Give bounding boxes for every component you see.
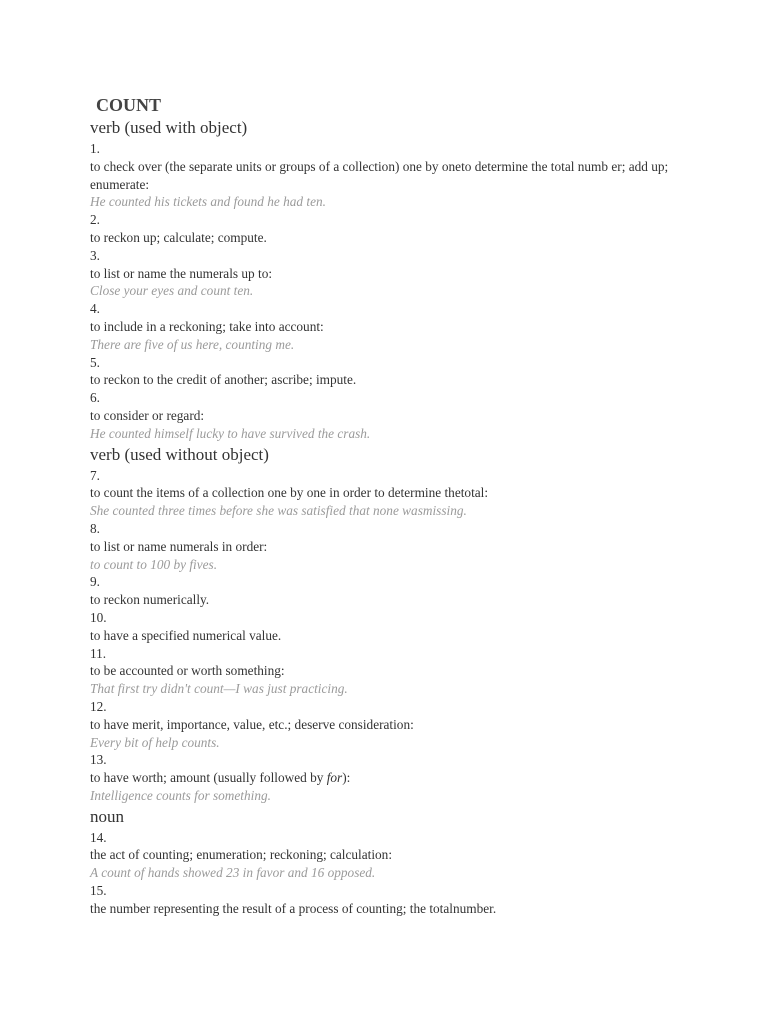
- headword: COUNT: [96, 95, 162, 115]
- sense-definition: [90, 538, 690, 556]
- sense-entry: [90, 389, 690, 442]
- sense-entry: [90, 609, 690, 645]
- usage-example: That first try didn't count—I was just practicing.: [90, 681, 348, 697]
- usage-example: He counted himself lucky to have survived the crash.: [90, 425, 371, 441]
- sense-entry: [90, 829, 690, 882]
- sense-definition: [90, 229, 690, 247]
- usage-example: Close your eyes and count ten.: [90, 283, 254, 299]
- definition-text: to include in a reckoning; take into account:: [90, 318, 324, 334]
- definition-text: to be accounted or worth something:: [90, 663, 285, 679]
- sense-number: 2.: [90, 212, 100, 228]
- definition-text: to have a specified numerical value.: [90, 627, 282, 643]
- sense-number: 5.: [90, 354, 100, 370]
- definition-text: to have worth; amount (usually followed by: [90, 770, 327, 786]
- sense-entry: [90, 300, 690, 353]
- sense-entry: [90, 140, 690, 211]
- definition-text: to reckon to the credit of another; ascribe; impute.: [90, 372, 357, 388]
- sense-number: 12.: [90, 698, 107, 714]
- sense-number: 15.: [90, 883, 107, 899]
- definition-text: to reckon up; calculate; compute.: [90, 229, 267, 245]
- definition-text: to list or name numerals in order:: [90, 538, 268, 554]
- sense-definition: [90, 627, 690, 645]
- sense-entry: [90, 645, 690, 698]
- sense-sections: [90, 116, 690, 918]
- definition-text: to have merit, importance, value, etc.; deserve consideration:: [90, 716, 414, 732]
- sense-definition: [90, 662, 690, 680]
- part-of-speech-label: verb (used with object): [90, 118, 248, 137]
- sense-entry: [90, 882, 690, 918]
- sense-number: 7.: [90, 467, 100, 483]
- definition-text: the act of counting; enumeration; reckoning; calculation:: [90, 847, 393, 863]
- usage-example: A count of hands showed 23 in favor and 16 opposed.: [90, 865, 376, 881]
- part-of-speech-section: [90, 443, 690, 805]
- sense-number: 14.: [90, 829, 107, 845]
- part-of-speech-section: [90, 116, 690, 443]
- usage-example: There are five of us here, counting me.: [90, 336, 295, 352]
- sense-number: 3.: [90, 247, 100, 263]
- sense-number: 9.: [90, 574, 100, 590]
- definition-text: to check over (the separate units or groups of a collection) one by oneto determine the total numb er; add up; enumerate:: [90, 158, 669, 192]
- usage-example: Every bit of help counts.: [90, 734, 220, 750]
- usage-example: Intelligence counts for something.: [90, 787, 271, 803]
- sense-definition: [90, 371, 690, 389]
- sense-entry: [90, 520, 690, 573]
- sense-entry: [90, 751, 690, 804]
- sense-number: 10.: [90, 609, 107, 625]
- sense-entry: [90, 467, 690, 520]
- sense-definition: [90, 769, 690, 787]
- definition-text: the number representing the result of a process of counting; the totalnumber.: [90, 900, 497, 916]
- definition-text: to consider or regard:: [90, 407, 205, 423]
- sense-definition: [90, 716, 690, 734]
- usage-example: to count to 100 by fives.: [90, 556, 218, 572]
- sense-entry: [90, 354, 690, 390]
- part-of-speech-label: noun: [90, 806, 124, 826]
- definition-emphasis: for: [326, 770, 343, 786]
- sense-entry: [90, 573, 690, 609]
- sense-entry: [90, 211, 690, 247]
- sense-definition: [90, 158, 690, 194]
- sense-number: 8.: [90, 520, 100, 536]
- part-of-speech-label: verb (used without object): [90, 444, 269, 464]
- sense-number: 4.: [90, 301, 100, 317]
- sense-definition: [90, 318, 690, 336]
- definition-text: to list or name the numerals up to:: [90, 265, 273, 281]
- sense-number: 1.: [90, 141, 100, 156]
- sense-definition: [90, 265, 690, 283]
- definition-text: to reckon numerically.: [90, 592, 210, 608]
- sense-entry: [90, 698, 690, 751]
- sense-number: 13.: [90, 752, 107, 768]
- sense-definition: [90, 900, 690, 918]
- definition-text: to count the items of a collection one by one in order to determine thetotal:: [90, 485, 489, 501]
- sense-definition: [90, 846, 690, 864]
- usage-example: He counted his tickets and found he had ten.: [90, 194, 326, 210]
- usage-example: She counted three times before she was satisfied that none wasmissing.: [90, 503, 467, 519]
- sense-number: 6.: [90, 390, 100, 406]
- sense-entry: [90, 247, 690, 300]
- sense-definition: [90, 484, 690, 502]
- sense-definition: [90, 407, 690, 425]
- sense-definition: [90, 591, 690, 609]
- sense-number: 11.: [90, 645, 107, 661]
- part-of-speech-section: [90, 805, 690, 918]
- dictionary-entry: [90, 94, 690, 918]
- definition-text-end: ):: [342, 770, 351, 786]
